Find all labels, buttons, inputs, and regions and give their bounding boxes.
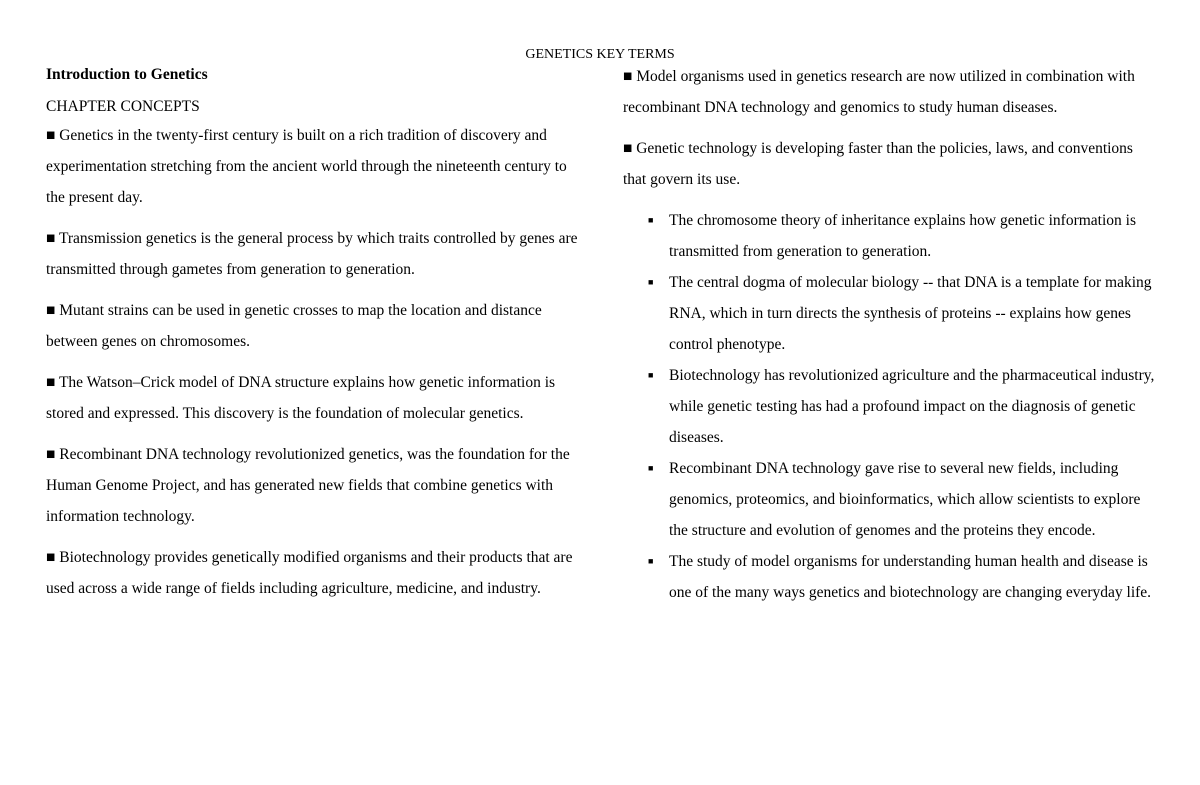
square-bullet-icon: ■ [648, 277, 654, 287]
list-item [623, 360, 1158, 453]
concept-paragraph: ■ Recombinant DNA technology revolutionized genetics, was the foundation for the Human Genome Project, and has generated new fields that combine genetics with information technology. [46, 446, 570, 525]
concept-paragraph: ■ Genetics in the twenty-first century is built on a rich tradition of discovery and experimentation stretching from the ancient world through the nineteenth century to the present day. [46, 127, 567, 206]
list-item-text: Recombinant DNA technology gave rise to several new fields, including genomics, proteomics, and bioinformatics, which allow scientists to explore the structure and evolution of genomes and the proteins they encode. [669, 460, 1141, 539]
square-bullet-icon: ■ [648, 215, 654, 225]
concept-paragraph: ■ Biotechnology provides genetically modified organisms and their products that are used across a wide range of fields including agriculture, medicine, and industry. [46, 549, 573, 597]
list-item [623, 267, 1158, 360]
list-item-text: The study of model organisms for understanding human health and disease is one of the many ways genetics and biotechnology are changing everyday life. [669, 553, 1152, 601]
square-bullet-icon: ■ [648, 370, 654, 380]
concept-paragraph: ■ The Watson–Crick model of DNA structure explains how genetic information is stored and expressed. This discovery is the foundation of molecular genetics. [46, 374, 556, 422]
list-item-text: The central dogma of molecular biology -- that DNA is a template for making RNA, which in turn directs the synthesis of proteins -- explains how genes control phenotype. [669, 274, 1152, 353]
chapter-concepts-label: CHAPTER CONCEPTS [46, 98, 200, 115]
concept-paragraph: ■ Genetic technology is developing faster than the policies, laws, and conventions that govern its use. [623, 140, 1133, 188]
bullet-list [623, 205, 1158, 608]
concept-paragraph: ■ Mutant strains can be used in genetic crosses to map the location and distance between genes on chromosomes. [46, 302, 542, 350]
list-item-text: The chromosome theory of inheritance explains how genetic information is transmitted from generation to generation. [669, 212, 1137, 260]
list-item [623, 546, 1158, 608]
left-column [46, 64, 586, 604]
concept-paragraph: ■ Model organisms used in genetics research are now utilized in combination with recombinant DNA technology and genomics to study human diseases. [623, 68, 1135, 116]
list-item [623, 453, 1158, 546]
right-column [623, 64, 1158, 608]
list-item-text: Biotechnology has revolutionized agriculture and the pharmaceutical industry, while genetic testing has had a profound impact on the diagnosis of genetic diseases. [669, 367, 1155, 446]
square-bullet-icon: ■ [648, 556, 654, 566]
page-title: GENETICS KEY TERMS [525, 47, 675, 62]
concept-paragraph: ■ Transmission genetics is the general process by which traits controlled by genes are transmitted through gametes from generation to generation. [46, 230, 578, 278]
list-item [623, 205, 1158, 267]
section-heading: Introduction to Genetics [46, 66, 208, 83]
square-bullet-icon: ■ [648, 463, 654, 473]
